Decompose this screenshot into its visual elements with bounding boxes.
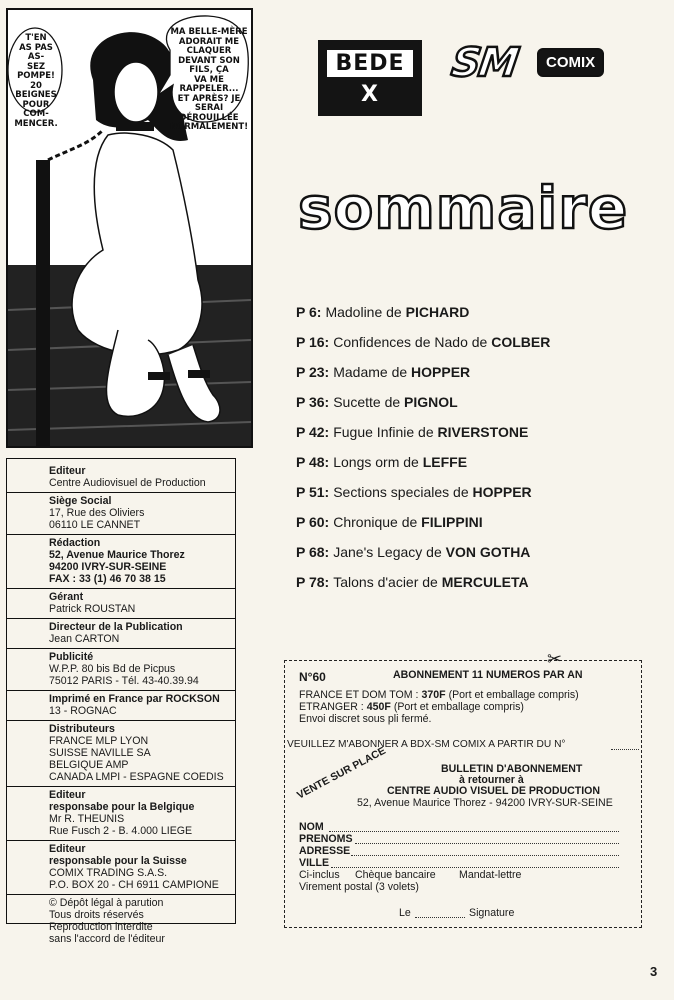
credits-line: FAX : 33 (1) 46 70 38 15	[49, 573, 166, 585]
speech-bubble-right: MA BELLE-MÈRE ADORAIT ME CLAQUER DEVANT SON FILS, ÇA VA ME RAPPELER... ET APRÈS? JE SERAI DÉROUILLÉE NORMALEMENT!	[169, 27, 249, 132]
credits-editeur	[7, 463, 235, 493]
price-france-label: FRANCE ET DOM TOM :	[299, 689, 419, 701]
toc-author: PIGNOL	[404, 394, 458, 410]
credits-heading: Distributeurs	[49, 723, 115, 735]
toc-item	[296, 422, 666, 452]
credits-line: Reproduction interdite	[49, 921, 153, 933]
credits-line: P.O. BOX 20 - CH 6911 CAMPIONE	[49, 879, 219, 891]
credits-heading: responsabe pour la Belgique	[49, 801, 195, 813]
credits-heading: responsable pour la Suisse	[49, 855, 187, 867]
field-ville-input[interactable]	[331, 867, 619, 868]
toc-item	[296, 362, 666, 392]
toc-author: RIVERSTONE	[437, 424, 529, 440]
bulletin-recipient: CENTRE AUDIO VISUEL DE PRODUCTION	[387, 785, 601, 797]
credits-line: Tous droits réservés	[49, 909, 144, 921]
payment-mandat-option[interactable]: Mandat-lettre	[459, 869, 522, 881]
page-title: sommaire	[298, 174, 629, 242]
toc-item	[296, 332, 666, 362]
toc-author: FILIPPINI	[421, 514, 483, 530]
toc-title: Jane's Legacy de	[333, 544, 442, 560]
page-number: 3	[650, 964, 658, 979]
toc-author: PICHARD	[405, 304, 470, 320]
speech-bubble-left: T'EN AS PAS AS- SEZ POMPE! 20 BEIGNES POUR COM- MENCER.	[14, 33, 58, 129]
date-label: Le	[399, 907, 411, 919]
credits-line: Mr R. THEUNIS	[49, 813, 125, 825]
credits-heading: Editeur	[49, 789, 86, 801]
toc-author: MERCULETA	[441, 574, 529, 590]
credits-line: 17, Rue des Oliviers	[49, 507, 145, 519]
toc-item	[296, 482, 666, 512]
bede-logo-line2: X	[361, 82, 379, 107]
field-adresse-label: ADRESSE	[299, 845, 351, 857]
toc-title: Longs orm de	[333, 454, 419, 470]
vente-sur-place-stamp: VENTE SUR PLACE	[295, 744, 388, 802]
toc-author: HOPPER	[472, 484, 532, 500]
toc-page: P 36:	[296, 394, 330, 410]
comix-logo-text: COMIX	[537, 48, 604, 77]
credits-line: 52, Avenue Maurice Thorez	[49, 549, 185, 561]
credits-distributeurs	[7, 721, 235, 787]
toc-page: P 48:	[296, 454, 330, 470]
toc-item	[296, 572, 666, 602]
toc-author: LEFFE	[422, 454, 468, 470]
credits-line: FRANCE MLP LYON	[49, 735, 149, 747]
credits-imprime	[7, 691, 235, 721]
credits-line: 75012 PARIS - Tél. 43-40.39.94	[49, 675, 199, 687]
toc-title: Fugue Infinie de	[333, 424, 434, 440]
subscription-request: VEUILLEZ M'ABONNER A BDX-SM COMIX A PARTIR DU N°	[287, 739, 566, 750]
sm-logo-text: SM	[448, 40, 520, 86]
bulletin-address: 52, Avenue Maurice Thorez - 94200 IVRY-SUR-SEINE	[357, 797, 613, 809]
subscription-coupon	[284, 649, 642, 928]
toc-title: Sections speciales de	[333, 484, 469, 500]
credits-publicite	[7, 649, 235, 691]
credits-gerant	[7, 589, 235, 619]
sm-comix-logo	[448, 40, 612, 96]
date-field[interactable]	[415, 917, 465, 918]
bede-logo-line1: BEDE	[327, 50, 412, 77]
credits-line: BELGIQUE AMP	[49, 759, 129, 771]
credits-heading: Editeur	[49, 843, 86, 855]
credits-line: 06110 LE CANNET	[49, 519, 141, 531]
credits-line: Patrick ROUSTAN	[49, 603, 136, 615]
toc-item	[296, 452, 666, 482]
price-etranger-note: (Port et emballage compris)	[393, 701, 524, 713]
toc-title: Sucette de	[333, 394, 401, 410]
credits-heading: Editeur	[49, 465, 86, 477]
credits-redaction	[7, 535, 235, 589]
field-nom-input[interactable]	[329, 831, 619, 832]
credits-heading: Rédaction	[49, 537, 101, 549]
price-france	[299, 689, 579, 701]
signature-label: Signature	[469, 907, 515, 919]
credits-line: W.P.P. 80 bis Bd de Picpus	[49, 663, 176, 675]
credits-directeur	[7, 619, 235, 649]
toc-page: P 16:	[296, 334, 330, 350]
bulletin-return: à retourner à	[459, 774, 524, 786]
toc-page: P 78:	[296, 574, 330, 590]
credits-legal	[7, 895, 235, 948]
credits-line: Jean CARTON	[49, 633, 120, 645]
toc-item	[296, 302, 666, 332]
toc-page: P 23:	[296, 364, 330, 380]
credits-belgique	[7, 787, 235, 841]
toc-author: HOPPER	[411, 364, 471, 380]
field-nom-label: NOM	[299, 821, 324, 833]
credits-line: Rue Fusch 2 - B. 4.000 LIEGE	[49, 825, 193, 837]
toc-item	[296, 542, 666, 572]
credits-heading: Siège Social	[49, 495, 112, 507]
field-prenoms-label: PRENOMS	[299, 833, 353, 845]
comic-panel-illustration	[6, 8, 253, 448]
credits-line: sans l'accord de l'éditeur	[49, 933, 165, 945]
toc-author: COLBER	[491, 334, 551, 350]
toc-author: VON GOTHA	[445, 544, 531, 560]
toc-title: Madoline de	[325, 304, 402, 320]
field-ville-label: VILLE	[299, 857, 330, 869]
scissors-icon: ✂	[547, 649, 563, 670]
credits-line: 94200 IVRY-SUR-SEINE	[49, 561, 167, 573]
payment-ci-inclus: Ci-inclus	[299, 869, 340, 881]
credits-line: COMIX TRADING S.A.S.	[49, 867, 168, 879]
toc-page: P 60:	[296, 514, 330, 530]
price-etranger	[299, 701, 524, 713]
subscription-offer: ABONNEMENT 11 NUMEROS PAR AN	[393, 669, 583, 681]
credits-heading: Directeur de la Publication	[49, 621, 183, 633]
credits-line: CANADA LMPI - ESPAGNE COEDIS	[49, 771, 224, 783]
credits-line: 13 - ROGNAC	[49, 705, 117, 717]
credits-box	[6, 458, 236, 945]
credits-heading: Imprimé en France par ROCKSON	[49, 693, 220, 705]
bede-x-logo	[318, 40, 422, 116]
price-etranger-label: ETRANGER :	[299, 701, 364, 713]
payment-cheque-option[interactable]: Chèque bancaire	[355, 869, 436, 881]
credits-heading: Gérant	[49, 591, 84, 603]
toc-title: Confidences de Nado de	[333, 334, 488, 350]
toc-page: P 68:	[296, 544, 330, 560]
credits-siege	[7, 493, 235, 535]
toc-title: Talons d'acier de	[333, 574, 438, 590]
toc-item	[296, 512, 666, 542]
credits-heading: Publicité	[49, 651, 94, 663]
toc-page: P 51:	[296, 484, 330, 500]
table-of-contents	[296, 302, 666, 602]
bulletin-title: BULLETIN D'ABONNEMENT	[441, 763, 583, 775]
issue-start-field[interactable]	[611, 749, 639, 750]
toc-title: Madame de	[333, 364, 408, 380]
discreet-shipping-note: Envoi discret sous pli fermé.	[299, 713, 432, 725]
credits-line: Centre Audiovisuel de Production	[49, 477, 206, 489]
credits-line: © Dépôt légal à parution	[49, 897, 164, 909]
field-prenoms-input[interactable]	[355, 843, 619, 844]
toc-page: P 6:	[296, 304, 322, 320]
payment-virement-option[interactable]: Virement postal (3 volets)	[299, 881, 419, 893]
field-adresse-input[interactable]	[351, 855, 619, 856]
price-etranger-value: 450F	[366, 701, 391, 713]
toc-title: Chronique de	[333, 514, 418, 530]
toc-page: P 42:	[296, 424, 330, 440]
toc-item	[296, 392, 666, 422]
price-france-note: (Port et emballage compris)	[448, 689, 579, 701]
issue-number: N°60	[299, 670, 326, 684]
credits-suisse	[7, 841, 235, 895]
price-france-value: 370F	[421, 689, 446, 701]
credits-line: SUISSE NAVILLE SA	[49, 747, 151, 759]
